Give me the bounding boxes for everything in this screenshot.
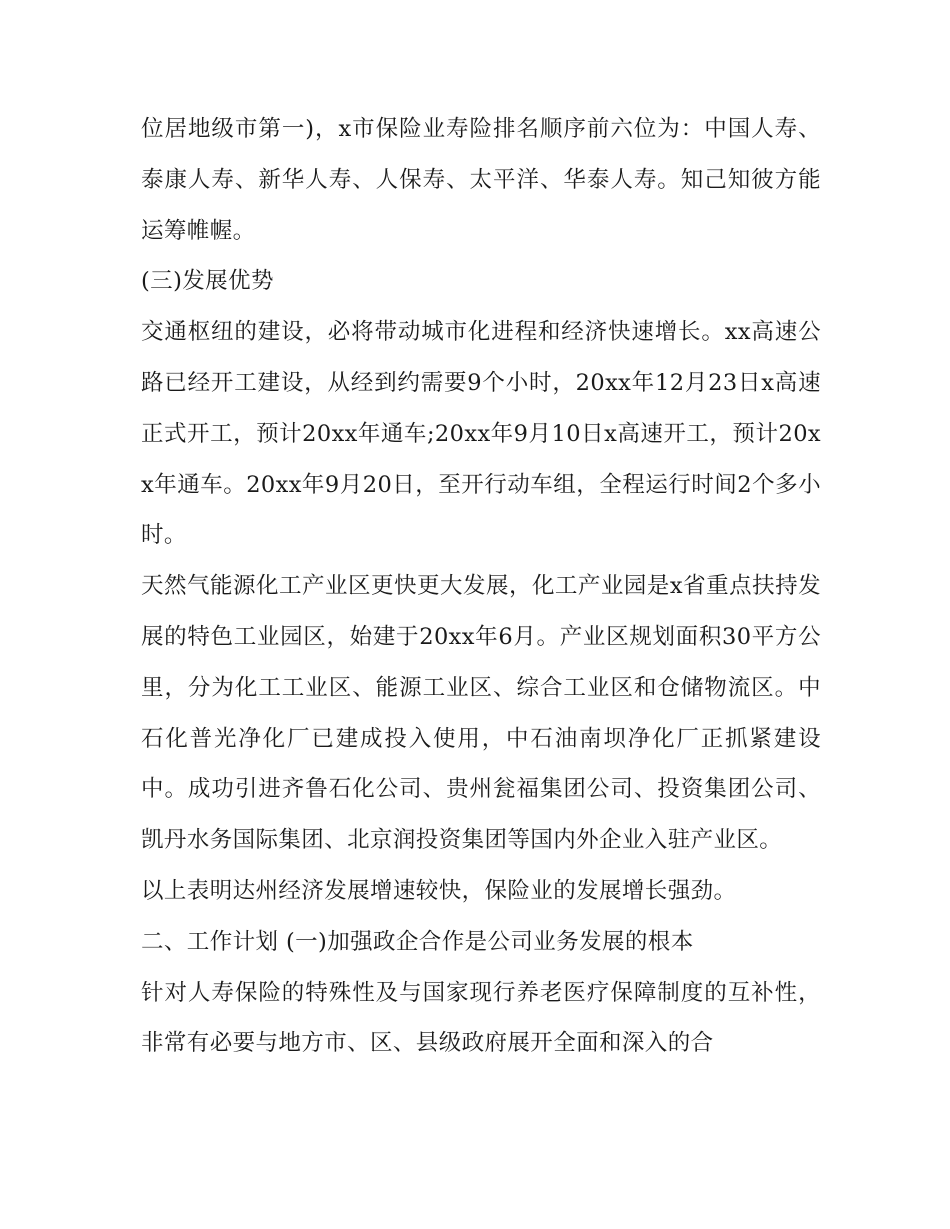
- paragraph-transport-hub: 交通枢纽的建设，必将带动城市化进程和经济快速增长。xx高速公路已经开工建设，从经到约需要9个小时，20xx年12月23日x高速正式开工，预计20xx年通车;20xx年9月10日x高速开工，预计20xx年通车。20xx年9月20日，至开行动车组，全程运行时间2个多小时。: [141, 319, 821, 549]
- section-heading-work-plan: 二、工作计划 (一)加强政企合作是公司业务发展的根本: [141, 928, 694, 955]
- paragraph-industrial-zone: 天然气能源化工产业区更快更大发展，化工产业园是x省重点扶持发展的特色工业园区，始建于20xx年6月。产业区规划面积30平方公里，分为化工工业区、能源工业区、综合工业区和仓储物流区。中石化普光净化厂已建成投入使用，中石油南坝净化厂正抓紧建设中。成功引进齐鲁石化公司、贵州瓮福集团公司、投资集团公司、凯丹水务国际集团、北京润投资集团等国内外企业入驻产业区。: [141, 573, 821, 854]
- paragraph-government-cooperation: 针对人寿保险的特殊性及与国家现行养老医疗保障制度的互补性，非常有必要与地方市、区、县级政府展开全面和深入的合: [141, 979, 821, 1057]
- paragraph-summary: 以上表明达州经济发展增速较快，保险业的发展增长强劲。: [141, 877, 737, 904]
- paragraph-insurance-ranking: 位居地级市第一)，x市保险业寿险排名顺序前六位为：中国人寿、泰康人寿、新华人寿、人保寿、太平洋、华泰人寿。知己知彼方能运筹帷幄。: [141, 116, 821, 244]
- document-body: [141, 104, 821, 1069]
- section-heading-advantages: (三)发展优势: [141, 268, 274, 295]
